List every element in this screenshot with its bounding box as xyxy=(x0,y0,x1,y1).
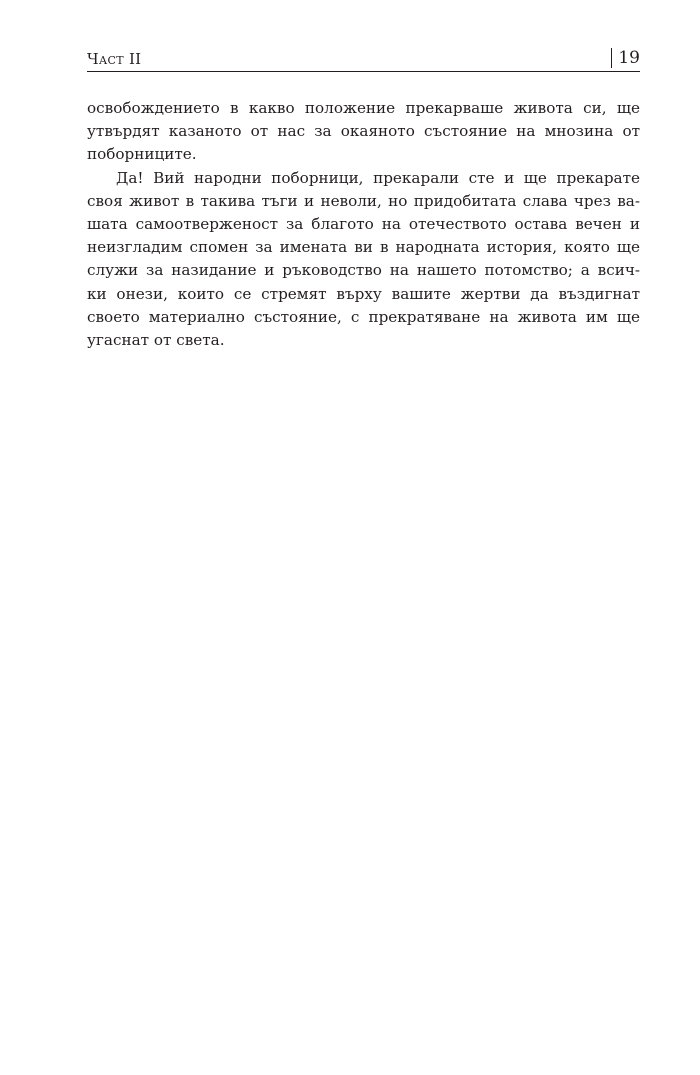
text-line: своя живот в такива тъги и неволи, но придобитата слава чрез ва- xyxy=(87,191,640,210)
paragraph-1 xyxy=(87,97,640,167)
text-line: неизгладим спомен за имената ви в народната история, която ще xyxy=(87,238,640,257)
running-head: Част II xyxy=(87,50,142,68)
text-line: поборниците. xyxy=(87,145,197,164)
header-rule xyxy=(87,71,640,72)
text-line: своето материално състояние, с прекратяване на живота им ще xyxy=(87,307,640,326)
text-line: шата самоотверженост за благото на отечеството остава вечен и xyxy=(87,215,640,234)
paragraph-2 xyxy=(87,167,640,353)
text-line: ки онези, които се стремят върху вашите жертви да въздигнат xyxy=(87,284,640,303)
text-line: утвърдят казаното от нас за окаяното състояние на мнозина от xyxy=(87,122,640,141)
text-line: служи за назидание и ръководство на нашето потомство; а всич- xyxy=(87,261,640,280)
text-line: освобождението в какво положение прекарваше живота си, ще xyxy=(87,99,640,117)
page-number: 19 xyxy=(611,48,640,68)
page-header xyxy=(87,44,640,72)
body-text xyxy=(87,97,640,352)
text-line: угаснат от света. xyxy=(87,331,225,350)
text-line: Да! Вий народни поборници, прекарали сте и ще прекарате xyxy=(116,168,640,187)
